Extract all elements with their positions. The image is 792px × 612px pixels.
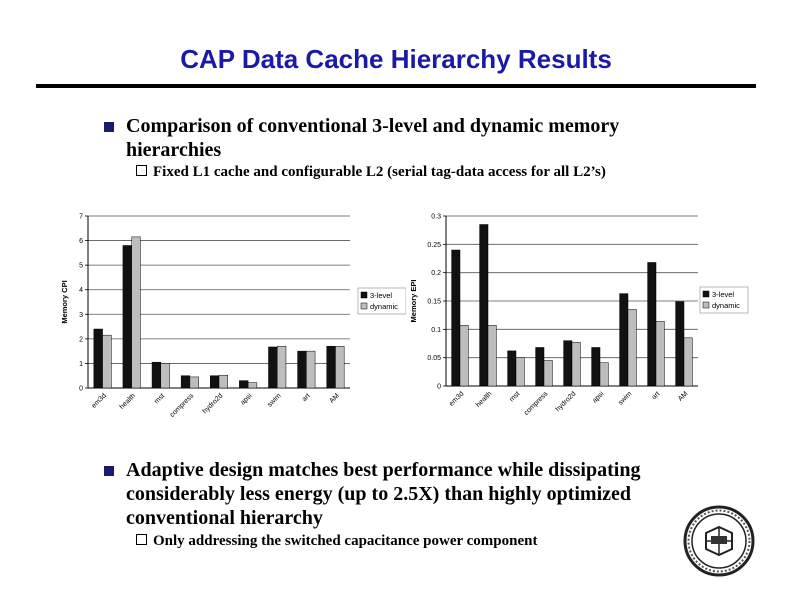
bar-3-level-art [648,262,656,386]
x-tick-label: mst [153,392,167,406]
sub-bullet-box-icon [136,534,147,545]
bullet-1 [104,114,704,162]
legend-label: dynamic [370,302,398,311]
bullet-square-icon [104,122,114,132]
memory-cpi-chart [56,206,406,446]
y-axis-label: Memory CPI [60,280,69,324]
bar-dynamic-hydro2d [219,375,228,388]
bar-dynamic-mst [516,358,524,386]
sub-bullet-1 [136,164,606,181]
y-tick-label: 2 [79,336,83,344]
bar-3-level-hydro2d [564,341,572,386]
bar-3-level-mst [152,362,161,388]
x-tick-label: mst [508,390,522,404]
y-axis-label: Memory EPI [409,279,418,323]
y-tick-label: 0.15 [427,298,441,306]
bar-3-level-AM [676,302,684,386]
x-tick-label: health [118,392,138,411]
x-tick-label: art [301,392,312,404]
legend-label: 3-level [370,291,393,300]
bullet-1-text: Comparison of conventional 3-level and dynamic memory hierarchies [126,115,620,161]
x-tick-label: apsi [591,390,606,405]
bar-3-level-art [298,351,307,388]
memory-epi-chart [402,206,752,446]
bar-3-level-hydro2d [210,376,219,388]
y-tick-label: 0.2 [431,270,441,278]
x-tick-label: swim [266,392,283,409]
y-tick-label: 7 [79,213,83,221]
bar-3-level-compress [536,347,544,386]
legend-label: dynamic [712,301,740,310]
x-tick-label: compress [523,390,550,417]
bar-3-level-apsi [239,381,248,388]
x-tick-label: health [474,390,494,409]
x-tick-label: em3d [90,392,108,410]
bar-dynamic-AM [684,338,692,386]
bar-dynamic-apsi [600,363,608,386]
legend-label: 3-level [712,290,735,299]
x-tick-label: compress [168,392,196,419]
sub-bullet-1-text: Fixed L1 cache and configurable L2 (serial tag-data access for all L2’s) [153,164,606,180]
slide-title: CAP Data Cache Hierarchy Results [180,44,612,74]
y-tick-label: 0.1 [431,326,441,334]
y-tick-label: 3 [79,311,83,319]
x-tick-label: hydro2d [201,392,225,416]
y-tick-label: 4 [79,287,83,295]
y-tick-label: 0 [79,385,83,393]
bar-3-level-AM [327,346,336,388]
sub-bullet-2-text: Only addressing the switched capacitance power component [153,533,538,549]
bar-dynamic-health [132,237,141,388]
y-tick-label: 1 [79,360,83,368]
bar-3-level-em3d [452,250,460,386]
bar-dynamic-mst [161,363,170,388]
bar-dynamic-em3d [460,325,468,386]
x-tick-label: hydro2d [554,390,578,414]
university-seal-icon [683,505,755,577]
bar-dynamic-art [656,321,664,386]
sub-bullet-2 [136,533,537,550]
bar-3-level-compress [181,376,190,388]
x-tick-label: em3d [448,390,466,408]
bar-dynamic-compress [544,361,552,387]
bar-dynamic-compress [190,377,199,388]
y-tick-label: 0 [437,383,441,391]
bar-3-level-swim [268,347,277,388]
bar-dynamic-swim [628,310,636,387]
bar-3-level-em3d [94,329,103,388]
y-tick-label: 6 [79,238,83,246]
legend-swatch [703,302,709,308]
x-tick-label: apsi [239,392,254,407]
bar-dynamic-em3d [103,335,112,388]
bar-dynamic-AM [335,346,344,388]
y-tick-label: 0.25 [427,241,441,249]
bar-3-level-health [123,245,132,388]
y-tick-label: 0.3 [431,213,441,221]
x-tick-label: art [650,390,662,402]
x-tick-label: AM [328,392,341,405]
bar-3-level-health [480,225,488,387]
title-divider [36,84,756,88]
y-tick-label: 0.05 [427,355,441,363]
bullet-square-icon [104,466,114,476]
bar-3-level-swim [620,294,628,386]
bar-dynamic-art [306,351,315,388]
sub-bullet-box-icon [136,165,147,176]
bar-dynamic-swim [277,346,286,388]
y-tick-label: 5 [79,262,83,270]
bar-3-level-apsi [592,347,600,386]
bar-dynamic-health [488,325,496,386]
x-tick-label: AM [677,390,690,403]
bar-dynamic-apsi [248,383,257,388]
bar-3-level-mst [508,351,516,386]
legend-swatch [703,291,709,297]
bar-dynamic-hydro2d [572,342,580,386]
bullet-2-text: Adaptive design matches best performance while dissipating considerably less energy (up to 2.5X) than highly optimized conventional hierarchy [126,459,641,529]
legend-swatch [361,292,367,298]
legend-swatch [361,303,367,309]
bullet-2 [104,458,704,530]
x-tick-label: swim [617,390,634,407]
